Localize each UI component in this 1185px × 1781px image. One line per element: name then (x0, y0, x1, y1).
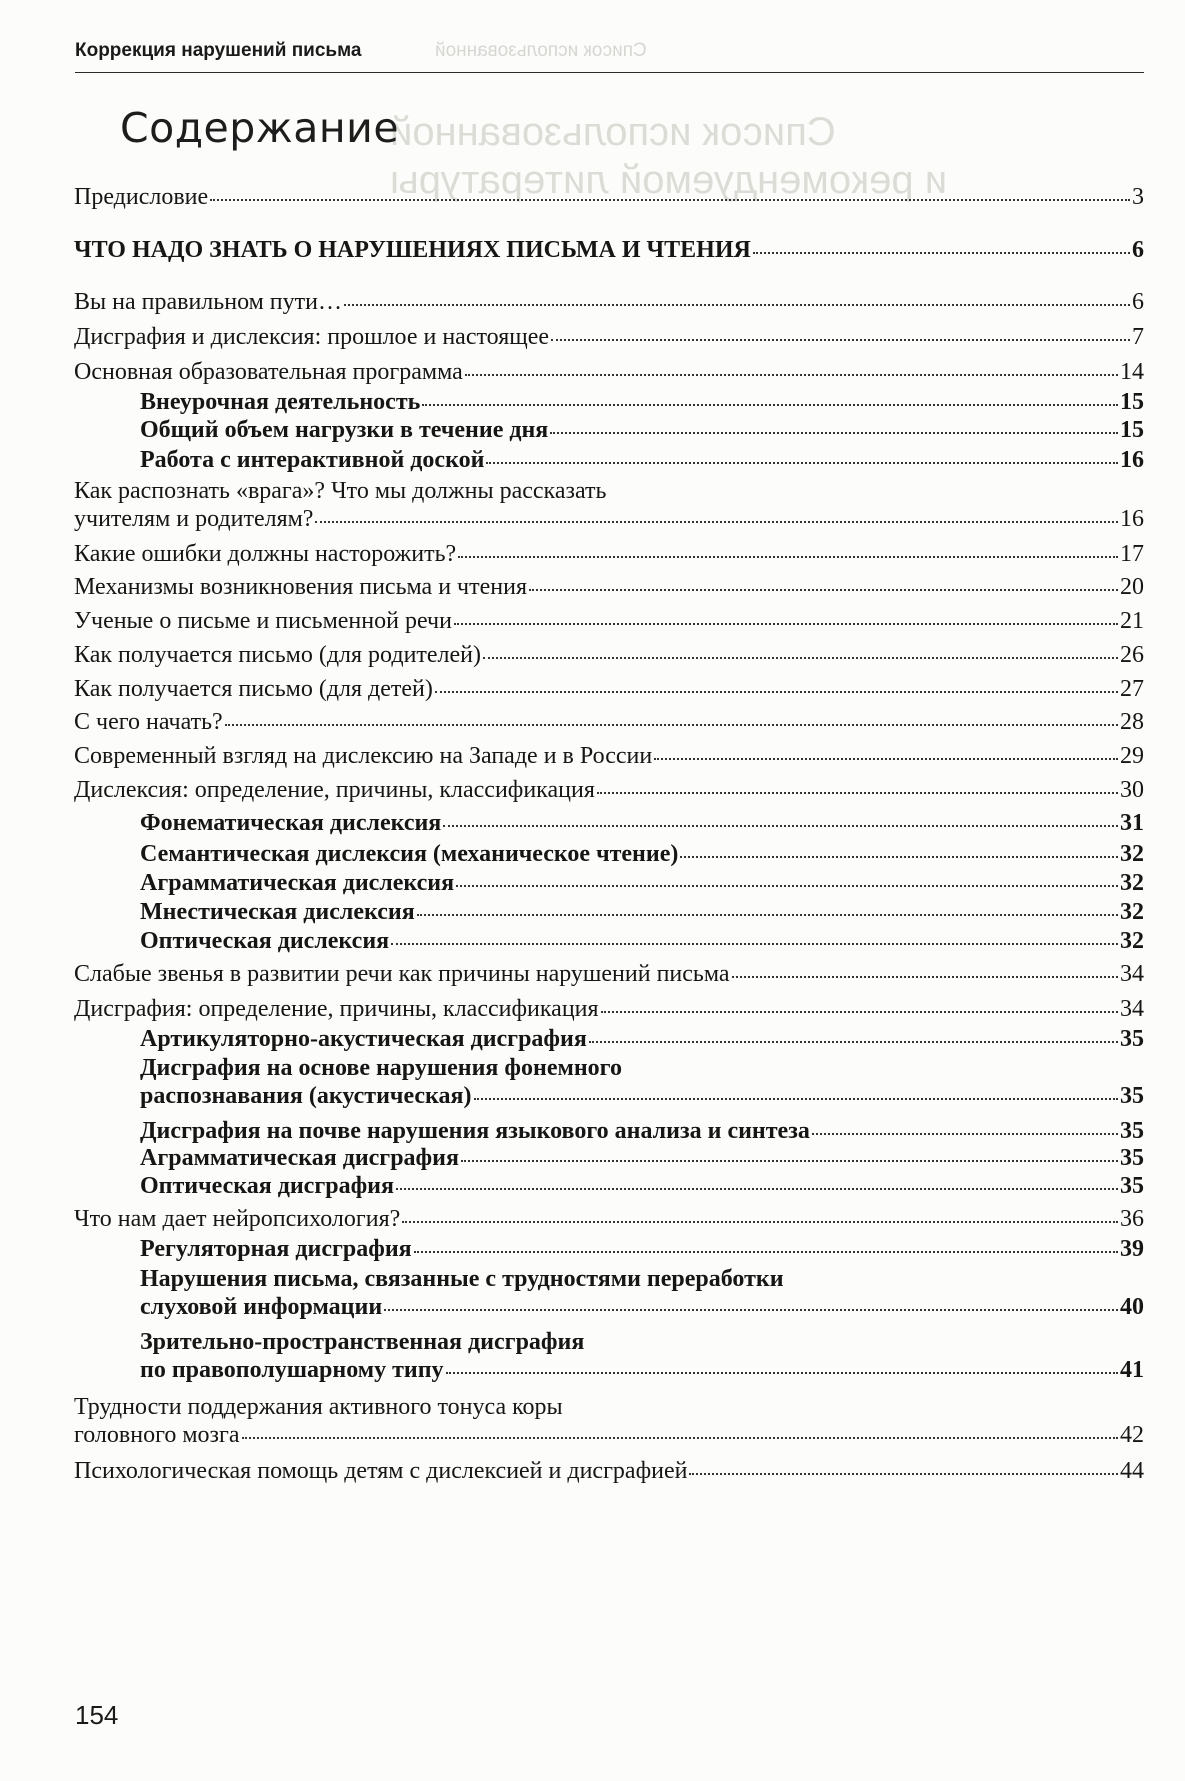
toc-entry-text: Аграмматическая дислексия (140, 870, 455, 896)
toc-entry-text: Вы на правильном пути… (74, 289, 342, 315)
toc-entry (140, 1172, 1144, 1200)
dot-leader (242, 1437, 1119, 1439)
toc-entry (140, 898, 1144, 926)
toc-entry (74, 607, 1144, 635)
toc-entry-text: Ученые о письме и письменной речи (74, 608, 452, 634)
toc-entry (140, 927, 1144, 955)
toc-entry (74, 1457, 1144, 1485)
toc-entry (74, 573, 1144, 601)
toc-entry-row (74, 183, 1144, 211)
toc-page-number: 28 (1120, 709, 1144, 735)
toc-entry-row (74, 960, 1144, 988)
toc-entry (140, 388, 1144, 416)
toc-page-number: 7 (1132, 324, 1144, 350)
dot-leader (458, 556, 1118, 558)
toc-entry-text: Нарушения письма, связанные с трудностями переработки (140, 1266, 784, 1292)
toc-entry (140, 1328, 1144, 1384)
toc-entry-text: Психологическая помощь детям с дислексией и дисграфией (74, 1458, 688, 1484)
dot-leader (597, 792, 1118, 794)
toc-entry-row (74, 540, 1144, 568)
toc-entry-row (74, 607, 1144, 635)
toc-page-number: 30 (1120, 777, 1144, 803)
toc-entry-text: Что нам дает нейропсихология? (74, 1206, 401, 1232)
toc-page-number: 16 (1120, 447, 1144, 473)
toc-entry-row (74, 1421, 1144, 1449)
toc-entry-text: Дисграфия на основе нарушения фонемного (140, 1055, 622, 1081)
toc-page-number: 35 (1120, 1118, 1144, 1144)
dot-leader (417, 914, 1118, 916)
toc-entry-text: Дисграфия на почве нарушения языкового анализа и синтеза (140, 1118, 810, 1144)
toc-entry-row (140, 1082, 1144, 1110)
toc-entry-row (74, 995, 1144, 1023)
toc-entry-text: Зрительно-пространственная дисграфия (140, 1329, 585, 1355)
toc-entry (74, 1393, 1144, 1449)
dot-leader (550, 432, 1118, 434)
toc-page-number: 32 (1120, 928, 1144, 954)
toc-entry-row (74, 742, 1144, 770)
toc-entry-row (140, 446, 1144, 474)
toc-entry (74, 288, 1144, 316)
toc-page-number: 34 (1120, 996, 1144, 1022)
toc-page-number: 35 (1120, 1026, 1144, 1052)
toc-page-number: 39 (1120, 1236, 1144, 1262)
dot-leader (396, 1188, 1118, 1190)
toc-entry-row (74, 573, 1144, 601)
toc-entry-text: Оптическая дислексия (140, 928, 390, 954)
toc-entry (74, 776, 1144, 804)
toc-entry (74, 960, 1144, 988)
dot-leader (344, 304, 1130, 306)
dot-leader (753, 252, 1130, 254)
toc-page-number: 29 (1120, 743, 1144, 769)
dot-leader (391, 943, 1118, 945)
dot-leader (384, 1309, 1118, 1311)
toc-entry-row (140, 1172, 1144, 1200)
toc-entry-row (140, 1293, 1144, 1321)
toc-page-number: 34 (1120, 961, 1144, 987)
dot-leader (443, 825, 1118, 827)
dot-leader (589, 1041, 1118, 1043)
toc-entry-text: Слабые звенья в развитии речи как причины нарушений письма (74, 961, 730, 987)
toc-entry-text: Дисграфия и дислексия: прошлое и настоящее (74, 324, 550, 350)
toc-page-number: 35 (1120, 1145, 1144, 1171)
bleed-through-title-line: Список использованной (390, 110, 836, 154)
toc-page-number: 3 (1132, 184, 1144, 210)
toc-entry-text: Общий объем нагрузки в течение дня (140, 417, 549, 443)
dot-leader (454, 623, 1118, 625)
toc-page-number: 27 (1120, 676, 1144, 702)
toc-entry (74, 183, 1144, 211)
toc-entry-row (140, 416, 1144, 444)
toc-entry-text: Современный взгляд на дислексию на Западе и в России (74, 743, 653, 769)
toc-page-number: 16 (1120, 506, 1144, 532)
toc-entry-row (74, 708, 1144, 736)
toc-entry (74, 675, 1144, 703)
toc-entry-text: распознавания (акустическая) (140, 1083, 472, 1109)
toc-entry-row (140, 869, 1144, 897)
dot-leader (210, 199, 1130, 201)
dot-leader (456, 885, 1118, 887)
bleed-through-header: Список использованной (435, 40, 647, 61)
toc-page-number: 20 (1120, 574, 1144, 600)
toc-entry-row (140, 1144, 1144, 1172)
toc-entry-text: слуховой информации (140, 1294, 383, 1320)
toc-entry-row (74, 776, 1144, 804)
toc-entry-text: Семантическая дислексия (механическое чтение) (140, 841, 679, 867)
toc-entry-row (140, 1235, 1144, 1263)
toc-entry-text: по правополушарному типу (140, 1357, 444, 1383)
toc-entry-row (74, 1205, 1144, 1233)
toc-entry-row (140, 388, 1144, 416)
toc-entry (74, 323, 1144, 351)
toc-page-number: 41 (1120, 1357, 1144, 1383)
toc-entry (140, 1117, 1144, 1145)
toc-entry-text: Предисловие (74, 184, 209, 210)
toc-page-number: 6 (1132, 237, 1144, 263)
toc-page-number: 26 (1120, 642, 1144, 668)
dot-leader (402, 1221, 1118, 1223)
toc-entry (140, 1054, 1144, 1110)
dot-leader (225, 724, 1118, 726)
toc-page-number: 40 (1120, 1294, 1144, 1320)
dot-leader (812, 1133, 1118, 1135)
toc-page-number: 15 (1120, 417, 1144, 443)
toc-entry-row (74, 641, 1144, 669)
toc-entry (74, 540, 1144, 568)
toc-entry-text: Мнестическая дислексия (140, 899, 415, 925)
dot-leader (551, 339, 1130, 341)
toc-entry-text: Трудности поддержания активного тонуса коры (74, 1394, 563, 1420)
toc-entry (140, 1025, 1144, 1053)
toc-entry (74, 995, 1144, 1023)
toc-page-number: 36 (1120, 1206, 1144, 1232)
dot-leader (422, 404, 1118, 406)
dot-leader (315, 521, 1118, 523)
toc-entry (140, 1235, 1144, 1263)
toc-entry-text: Аграмматическая дисграфия (140, 1145, 459, 1171)
dot-leader (435, 691, 1118, 693)
toc-entry-row (140, 1025, 1144, 1053)
dot-leader (446, 1372, 1118, 1374)
toc-page-number: 17 (1120, 541, 1144, 567)
running-header: Коррекция нарушений письма (75, 40, 362, 61)
toc-entry (74, 477, 1144, 533)
dot-leader (601, 1011, 1118, 1013)
toc-page-number: 6 (1132, 289, 1144, 315)
toc-entry-text: Дислексия: определение, причины, классификация (74, 777, 595, 803)
toc-entry-row (140, 1117, 1144, 1145)
page-number: 154 (75, 1700, 119, 1730)
dot-leader (529, 589, 1118, 591)
toc-page-number: 35 (1120, 1173, 1144, 1199)
toc-entry (74, 708, 1144, 736)
toc-entry-row (74, 1457, 1144, 1485)
toc-entry-text: Дисграфия: определение, причины, классификация (74, 996, 599, 1022)
toc-entry-text: Как получается письмо (для детей) (74, 676, 433, 702)
toc-entry (140, 869, 1144, 897)
toc-entry-text: Какие ошибки должны насторожить? (74, 541, 457, 567)
toc-entry-text: Регуляторная дисграфия (140, 1236, 412, 1262)
toc-entry-row (74, 675, 1144, 703)
toc-entry-row (74, 358, 1144, 386)
toc-page-number: 21 (1120, 608, 1144, 634)
toc-page-number: 44 (1120, 1458, 1144, 1484)
toc-entry-row (140, 898, 1144, 926)
toc-entry-row (140, 840, 1144, 868)
toc-entry (74, 641, 1144, 669)
toc-entry-text: Артикуляторно-акустическая дисграфия (140, 1026, 587, 1052)
toc-entry-row (74, 236, 1144, 264)
toc-page-number: 32 (1120, 870, 1144, 896)
toc-entry (74, 1205, 1144, 1233)
page-title: Содержание (120, 104, 400, 152)
toc-entry-row (74, 288, 1144, 316)
toc-entry (74, 236, 1144, 264)
toc-entry-text: учителям и родителям? (74, 506, 314, 532)
dot-leader (680, 856, 1118, 858)
toc-entry (140, 809, 1144, 837)
toc-entry (74, 742, 1144, 770)
dot-leader (474, 1098, 1119, 1100)
toc-entry-row (74, 505, 1144, 533)
toc-page-number: 14 (1120, 359, 1144, 385)
toc-page-number: 31 (1120, 810, 1144, 836)
toc-entry (140, 416, 1144, 444)
dot-leader (654, 758, 1118, 760)
dot-leader (486, 462, 1118, 464)
toc-entry-text: Работа с интерактивной доской (140, 447, 485, 473)
dot-leader (732, 976, 1118, 978)
toc-entry (140, 1144, 1144, 1172)
dot-leader (483, 657, 1118, 659)
toc-entry-text: Внеурочная деятельность (140, 389, 421, 415)
toc-entry-text: С чего начать? (74, 709, 223, 735)
toc-entry-text: головного мозга (74, 1422, 240, 1448)
toc-entry-row (74, 323, 1144, 351)
toc-entry-text: ЧТО НАДО ЗНАТЬ О НАРУШЕНИЯХ ПИСЬМА И ЧТЕНИЯ (74, 237, 751, 263)
toc-entry-text: Основная образовательная программа (74, 359, 463, 385)
header-rule (75, 72, 1144, 73)
toc-page-number: 32 (1120, 841, 1144, 867)
toc-entry-text: Оптическая дисграфия (140, 1173, 394, 1199)
toc-entry-row (140, 809, 1144, 837)
toc-entry (140, 446, 1144, 474)
toc-page-number: 15 (1120, 389, 1144, 415)
toc-entry-text: Фонематическая дислексия (140, 810, 442, 836)
dot-leader (465, 374, 1118, 376)
toc-entry-row (140, 1356, 1144, 1384)
toc-entry-text: Механизмы возникновения письма и чтения (74, 574, 527, 600)
toc-entry-text: Как получается письмо (для родителей) (74, 642, 482, 668)
dot-leader (689, 1473, 1118, 1475)
bleed-through-title-line: и рекомендуемой литературы (390, 158, 948, 202)
toc-page-number: 32 (1120, 899, 1144, 925)
toc-entry (140, 1265, 1144, 1321)
toc-entry (140, 840, 1144, 868)
toc-page-number: 42 (1120, 1422, 1144, 1448)
toc-entry (74, 358, 1144, 386)
toc-entry-text: Как распознать «врага»? Что мы должны рассказать (74, 478, 607, 504)
toc-page-number: 35 (1120, 1083, 1144, 1109)
toc-entry-row (140, 927, 1144, 955)
dot-leader (414, 1251, 1118, 1253)
dot-leader (461, 1160, 1118, 1162)
